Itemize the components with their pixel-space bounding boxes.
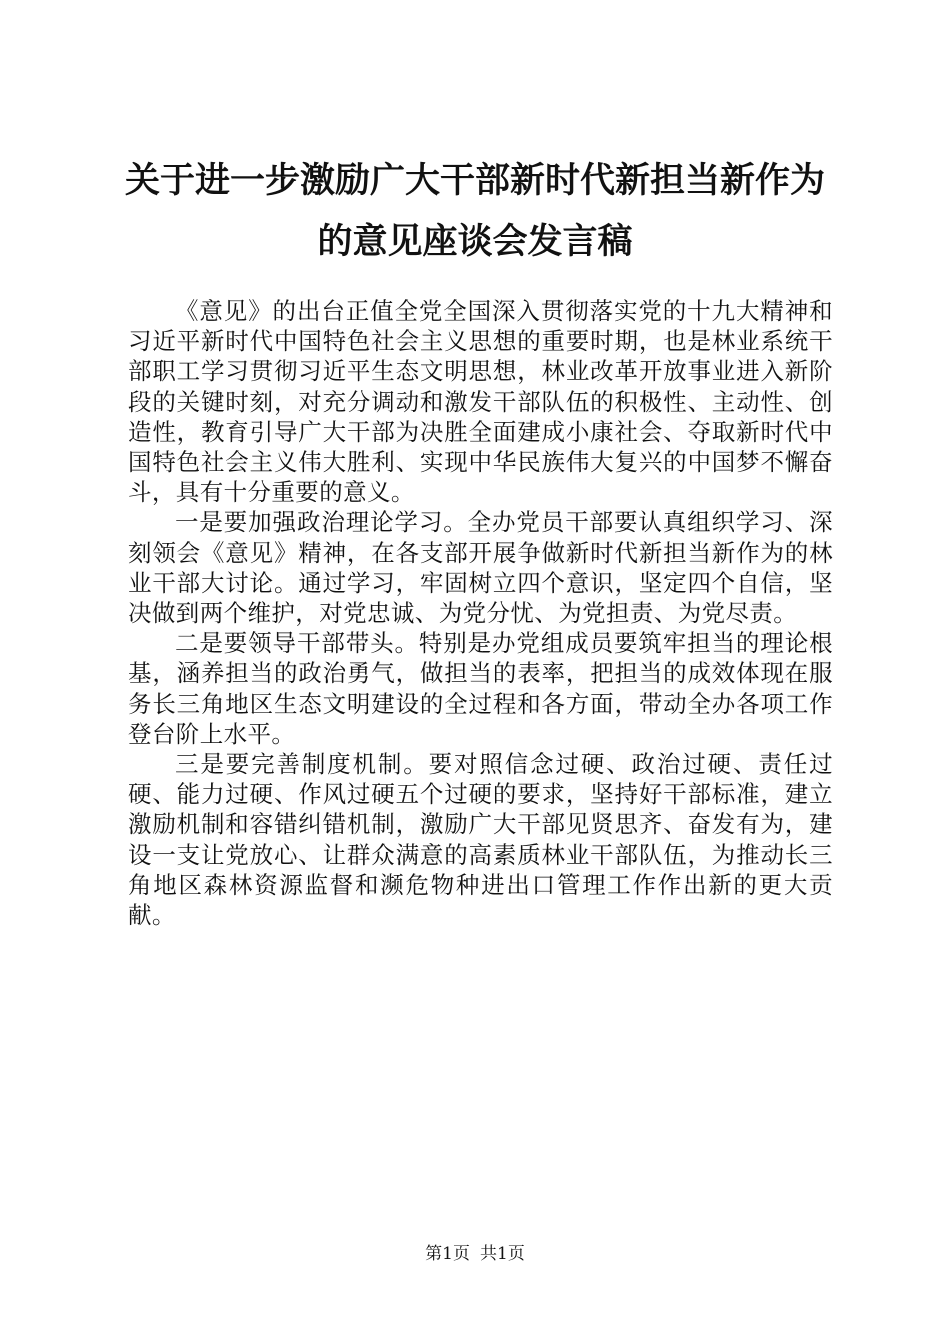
paragraph-point-one: 一是要加强政治理论学习。全办党员干部要认真组织学习、深刻领会《意见》精神，在各支部开展争做新时代新担当新作为的林业干部大讨论。通过学习，牢固树立四个意识，坚定四个自信，坚决做到两个维护，对党忠诚、为党分忧、为党担责、为党尽责。 <box>128 508 833 628</box>
document-body <box>128 296 833 930</box>
page-number-total: 共1页 <box>480 1244 525 1264</box>
paragraph-intro: 《意见》的出台正值全党全国深入贯彻落实党的十九大精神和习近平新时代中国特色社会主义思想的重要时期，也是林业系统干部职工学习贯彻习近平生态文明思想，林业改革开放事业进入新阶段的关键时刻，对充分调动和激发干部队伍的积极性、主动性、创造性，教育引导广大干部为决胜全面建成小康社会、夺取新时代中国特色社会主义伟大胜利、实现中华民族伟大复兴的中国梦不懈奋斗，具有十分重要的意义。 <box>128 297 833 507</box>
page-footer <box>0 1243 950 1265</box>
document-title-line-2: 的意见座谈会发言稿 <box>317 222 633 262</box>
document-title-line-1: 关于进一步激励广大干部新时代新担当新作为 <box>124 161 825 201</box>
paragraph-point-two: 二是要领导干部带头。特别是办党组成员要筑牢担当的理论根基，涵养担当的政治勇气，做担当的表率，把担当的成效体现在服务长三角地区生态文明建设的全过程和各方面，带动全办各项工作登台阶上水平。 <box>128 629 833 748</box>
page-number-current: 第1页 <box>425 1244 470 1264</box>
paragraph-point-three: 三是要完善制度机制。要对照信念过硬、政治过硬、责任过硬、能力过硬、作风过硬五个过硬的要求，坚持好干部标准，建立激励机制和容错纠错机制，激励广大干部见贤思齐、奋发有为，建设一支让党放心、让群众满意的高素质林业干部队伍，为推动长三角地区森林资源监督和濒危物种进出口管理工作作出新的更大贡献。 <box>128 750 833 930</box>
